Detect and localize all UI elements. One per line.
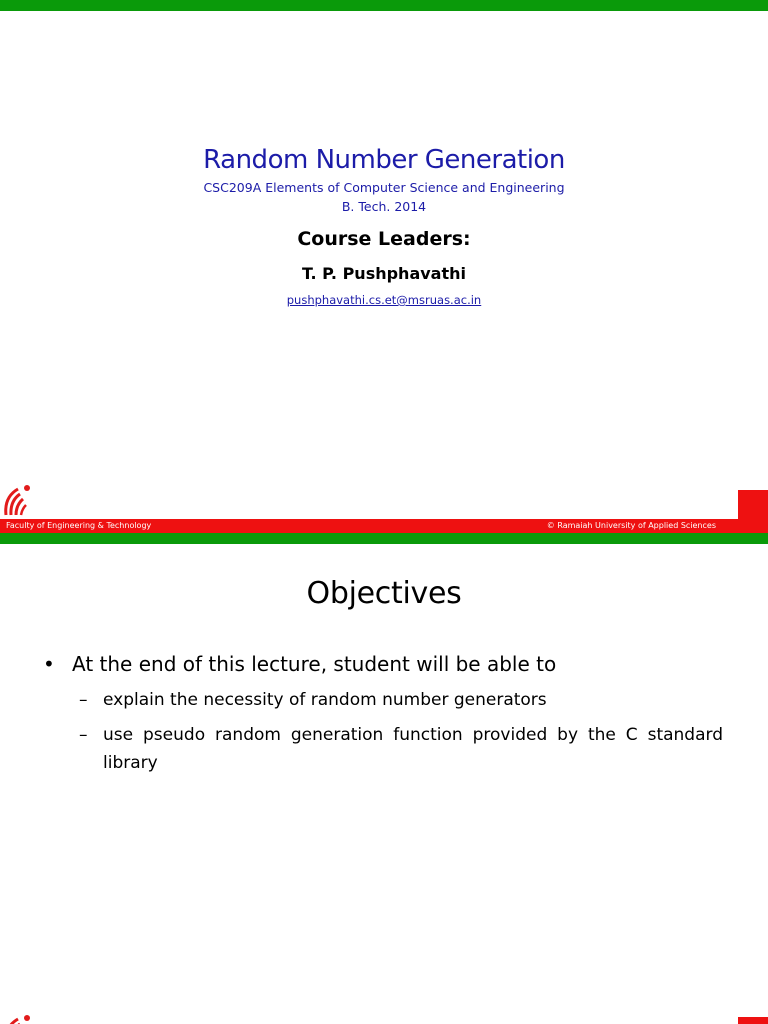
footer-faculty-text: Faculty of Engineering & Technology (6, 521, 152, 530)
bullet-symbol: • (43, 652, 55, 676)
university-logo-icon (2, 1009, 32, 1024)
course-name: CSC209A Elements of Computer Science and Engineering (203, 180, 565, 195)
sub-item (79, 686, 723, 714)
bullet-text: At the end of this lecture, student will be able to (72, 652, 557, 676)
program-name: B. Tech. 2014 (341, 199, 427, 214)
footer-bar (0, 519, 768, 533)
sub-item-text: explain the necessity of random number generators (103, 690, 547, 710)
sub-item-text: use pseudo random generation function provided by the C standard library (103, 725, 723, 773)
objectives-slide (0, 533, 768, 1024)
leader-email-link[interactable]: pushphavathi.cs.et@msruas.ac.in (286, 293, 482, 307)
slide-title: Objectives (306, 576, 462, 611)
dash-symbol: – (79, 690, 88, 710)
red-corner-tab (738, 1017, 768, 1024)
university-logo-icon (2, 479, 32, 519)
sub-item (79, 721, 723, 777)
top-green-bar (0, 533, 768, 544)
leader-name: T. P. Pushphavathi (302, 264, 466, 283)
footer-copyright-text: © Ramaiah University of Applied Sciences (546, 521, 716, 530)
red-corner-tab (738, 490, 768, 520)
dash-symbol: – (79, 725, 88, 745)
top-green-bar (0, 0, 768, 11)
slide-title: Random Number Generation (203, 145, 565, 175)
course-leaders-heading: Course Leaders: (297, 228, 471, 250)
